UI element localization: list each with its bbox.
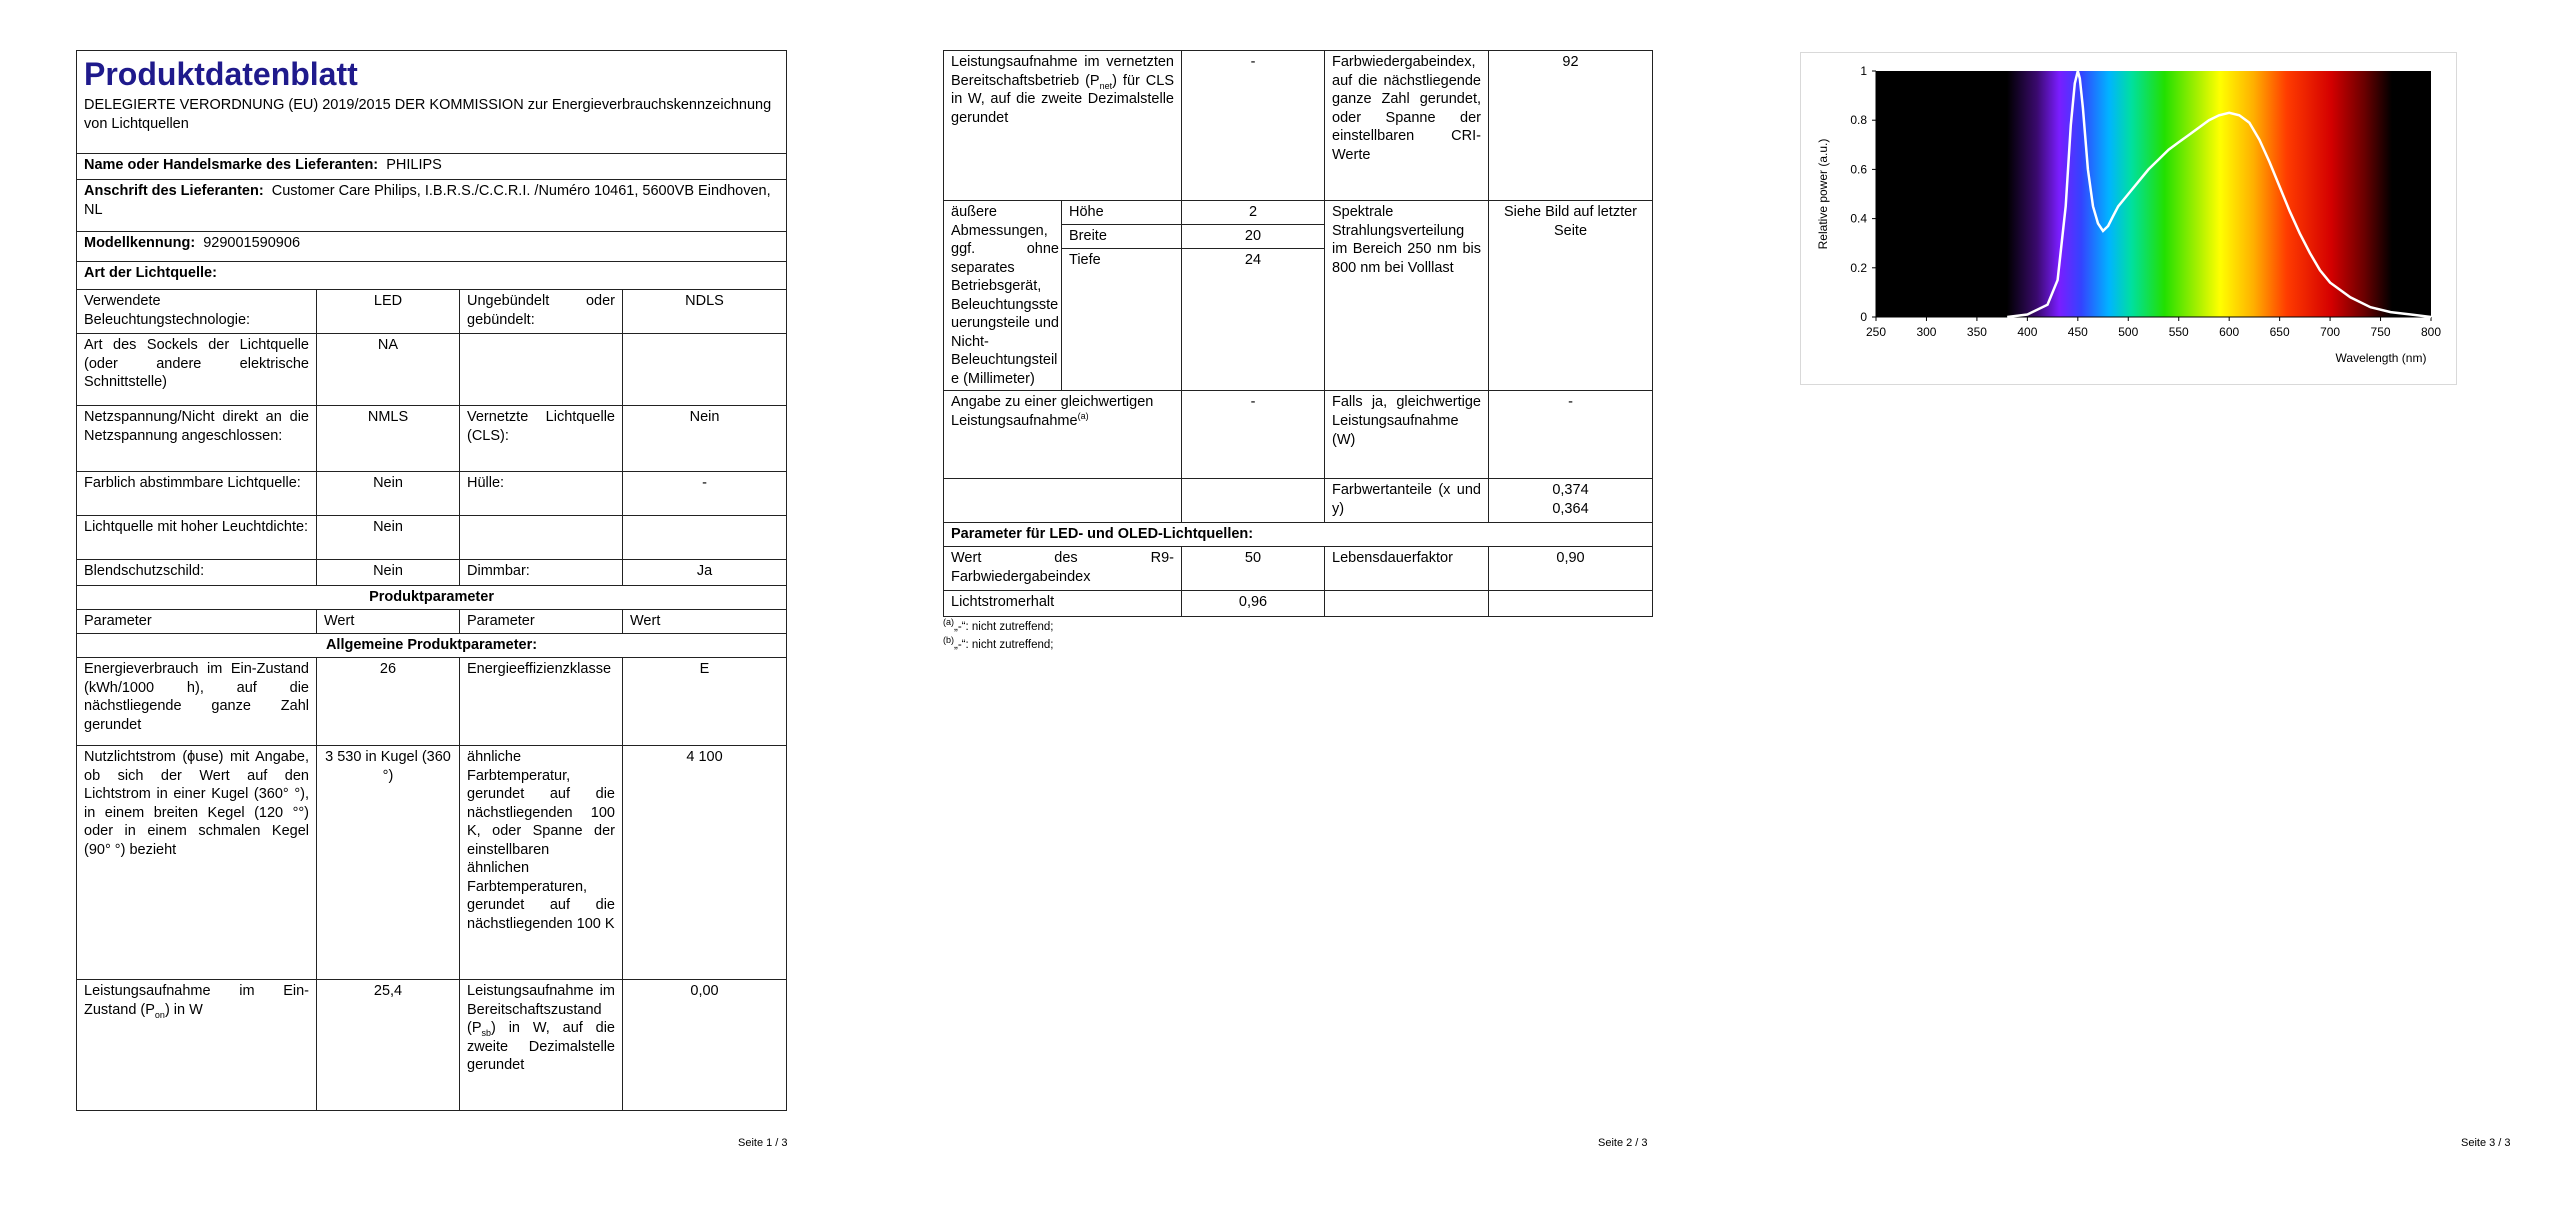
y-tick-label: 0.2 bbox=[1850, 260, 1867, 275]
general-params-header: Allgemeine Produktparameter: bbox=[77, 634, 787, 658]
standby-power-value: 0,00 bbox=[623, 980, 787, 1111]
socket-label: Art des Sockels der Lichtquelle (oder andere elektrische Schnittstelle) bbox=[77, 334, 317, 406]
mains-value: NMLS bbox=[317, 406, 460, 472]
empty-cell bbox=[460, 334, 623, 406]
spectrum-background bbox=[1876, 71, 2431, 317]
on-mode-power-label bbox=[77, 980, 317, 1111]
width-label: Breite bbox=[1062, 225, 1182, 249]
dimensions-label: äußere Abmessungen, ggf. ohne separates Betriebsgerät, Beleuchtungssteuerungsteile und Nicht-Beleuchtungsteile (Millimeter) bbox=[944, 201, 1062, 391]
y-tick-label: 0.6 bbox=[1850, 162, 1867, 177]
directional-value: NDLS bbox=[623, 290, 787, 334]
model-value: 929001590906 bbox=[203, 235, 301, 251]
standby-power-text: Leistungsaufnahme im Bereitschaftszustand (P bbox=[467, 983, 615, 1037]
empty-cell bbox=[1182, 479, 1325, 523]
cri-value: 92 bbox=[1489, 51, 1653, 201]
spectral-distribution-value: Siehe Bild auf letzter Seite bbox=[1489, 201, 1653, 391]
cls-value: Nein bbox=[623, 406, 787, 472]
networked-standby-sub: net bbox=[1099, 80, 1113, 91]
lumen-maintenance-label: Lichtstromerhalt bbox=[944, 591, 1182, 617]
technology-value: LED bbox=[317, 290, 460, 334]
depth-label: Tiefe bbox=[1062, 249, 1182, 391]
supplier-label: Name oder Handelsmarke des Lieferanten: bbox=[84, 157, 379, 173]
page-number: Seite 1 / 3 bbox=[738, 1137, 788, 1149]
light-source-type-header bbox=[77, 262, 787, 290]
on-mode-power-sub: on bbox=[154, 1009, 165, 1020]
product-data-table-page2 bbox=[943, 50, 1653, 617]
footnotes bbox=[943, 618, 1054, 655]
r9-label: Wert des R9-Farbwiedergabeindex bbox=[944, 547, 1182, 591]
x-axis-label: Wavelength (nm) bbox=[2335, 351, 2427, 365]
x-tick-label: 550 bbox=[2168, 325, 2189, 339]
x-tick-label: 750 bbox=[2370, 325, 2391, 339]
glare-shield-value: Nein bbox=[317, 560, 460, 586]
envelope-value: - bbox=[623, 472, 787, 516]
cct-value: 4 100 bbox=[623, 746, 787, 980]
address-value: Customer Care Philips, I.B.R.S./C.C.R.I. /Numéro 10461, 5600VB Eindhoven, NL bbox=[84, 183, 771, 218]
x-tick-label: 350 bbox=[1966, 325, 1987, 339]
x-tick-label: 400 bbox=[2017, 325, 2038, 339]
model-label: Modellkennung: bbox=[84, 235, 196, 251]
networked-standby-label bbox=[944, 51, 1182, 201]
page-2 bbox=[853, 0, 1706, 1207]
footnote-a-text: „-“: nicht zutreffend; bbox=[954, 621, 1054, 633]
empty-cell bbox=[460, 516, 623, 560]
lumen-maintenance-value: 0,96 bbox=[1182, 591, 1325, 617]
chromaticity-value bbox=[1489, 479, 1653, 523]
light-source-type-label: Art der Lichtquelle: bbox=[84, 265, 217, 281]
y-tick-label: 1 bbox=[1860, 64, 1867, 78]
led-params-header-text: Parameter für LED- und OLED-Lichtquellen: bbox=[951, 526, 1254, 543]
spectral-distribution-label: Spektrale Strahlungsverteilung im Bereich 250 nm bis 800 nm bei Volllast bbox=[1325, 201, 1489, 391]
document-title: Produktdatenblatt bbox=[84, 56, 358, 92]
mains-label: Netzspannung/Nicht direkt an die Netzspannung angeschlossen: bbox=[77, 406, 317, 472]
on-mode-power-text: Leistungsaufnahme im Ein-Zustand (P bbox=[84, 983, 309, 1018]
equivalent-watt-label: Falls ja, gleichwertige Leistungsaufnahme (W) bbox=[1325, 391, 1489, 479]
equivalent-watt-value: - bbox=[1489, 391, 1653, 479]
lifetime-factor-value: 0,90 bbox=[1489, 547, 1653, 591]
chromaticity-y: 0,364 bbox=[1552, 501, 1589, 518]
address-label: Anschrift des Lieferanten: bbox=[84, 183, 264, 199]
x-tick-label: 250 bbox=[1865, 325, 1887, 339]
high-luminance-value: Nein bbox=[317, 516, 460, 560]
x-tick-label: 650 bbox=[2269, 325, 2290, 339]
chromaticity-x: 0,374 bbox=[1552, 482, 1589, 499]
footnote-b bbox=[943, 636, 1054, 654]
col-value: Wert bbox=[623, 610, 787, 634]
page-number: Seite 2 / 3 bbox=[1598, 1137, 1648, 1149]
spectrum-chart bbox=[1800, 52, 2457, 385]
r9-value: 50 bbox=[1182, 547, 1325, 591]
model-row bbox=[77, 232, 787, 262]
dimmable-value: Ja bbox=[623, 560, 787, 586]
standby-power-text-end: ) in W, auf die zweite Dezimalstelle gerundet bbox=[467, 1020, 615, 1074]
y-tick-label: 0 bbox=[1860, 310, 1867, 324]
networked-standby-text: Leistungsaufnahme im vernetzten Bereitschaftsbetrieb (P bbox=[951, 54, 1174, 89]
standby-power-sub: sb bbox=[481, 1027, 492, 1038]
product-params-header: Produktparameter bbox=[77, 586, 787, 610]
footnote-a-mark: (a) bbox=[943, 617, 954, 628]
y-tick-label: 0.8 bbox=[1850, 113, 1867, 128]
height-value: 2 bbox=[1182, 201, 1325, 225]
directional-label: Ungebündelt oder gebündelt: bbox=[460, 290, 623, 334]
supplier-name-row bbox=[77, 154, 787, 180]
tunable-value: Nein bbox=[317, 472, 460, 516]
envelope-label: Hülle: bbox=[460, 472, 623, 516]
x-tick-label: 600 bbox=[2219, 325, 2240, 339]
energy-class-value: E bbox=[623, 658, 787, 746]
supplier-address-row bbox=[77, 180, 787, 232]
x-tick-label: 700 bbox=[2320, 325, 2341, 339]
energy-class-label: Energieeffizienzklasse bbox=[460, 658, 623, 746]
socket-value: NA bbox=[317, 334, 460, 406]
page-number: Seite 3 / 3 bbox=[2461, 1137, 2511, 1149]
technology-label: Verwendete Beleuchtungstechnologie: bbox=[77, 290, 317, 334]
standby-power-label bbox=[460, 980, 623, 1111]
footnote-a bbox=[943, 618, 1054, 636]
chromaticity-label: Farbwertanteile (x und y) bbox=[1325, 479, 1489, 523]
energy-consumption-label: Energieverbrauch im Ein-Zustand (kWh/1000 h), auf die nächstliegende ganze Zahl gerundet bbox=[77, 658, 317, 746]
y-axis-label: Relative power (a.u.) bbox=[1816, 138, 1830, 250]
cri-label: Farbwiedergabeindex, auf die nächstliegende ganze Zahl gerundet, oder Spanne der einstellbaren CRI-Werte bbox=[1325, 51, 1489, 201]
networked-standby-value: - bbox=[1182, 51, 1325, 201]
header-cell bbox=[77, 51, 787, 154]
equivalent-power-label bbox=[944, 391, 1182, 479]
spectrum-chart-svg bbox=[1801, 53, 2456, 384]
empty-cell bbox=[623, 516, 787, 560]
x-tick-label: 800 bbox=[2420, 325, 2442, 339]
empty-cell bbox=[1325, 591, 1489, 617]
empty-cell bbox=[944, 479, 1182, 523]
equivalent-power-value: - bbox=[1182, 391, 1325, 479]
col-parameter: Parameter bbox=[77, 610, 317, 634]
useful-flux-value: 3 530 in Kugel (360 °) bbox=[317, 746, 460, 980]
useful-flux-label: Nutzlichtstrom (ϕuse) mit Angabe, ob sich der Wert auf den Lichtstrom in einer Kugel (360° °), in einem breiten Kegel (120 °°) oder in einem schmalen Kegel (90° °) bezieht bbox=[77, 746, 317, 980]
cct-label: ähnliche Farbtemperatur, gerundet auf die nächstliegenden 100 K, oder Spanne der einstellbaren ähnlichen Farbtemperaturen, gerundet auf die nächstliegenden 100 K bbox=[460, 746, 623, 980]
product-data-table-page1 bbox=[76, 50, 787, 1111]
led-params-header bbox=[944, 523, 1653, 547]
cls-label: Vernetzte Lichtquelle (CLS): bbox=[460, 406, 623, 472]
dimmable-label: Dimmbar: bbox=[460, 560, 623, 586]
x-tick-label: 450 bbox=[2067, 325, 2088, 339]
lifetime-factor-label: Lebensdauerfaktor bbox=[1325, 547, 1489, 591]
empty-cell bbox=[623, 334, 787, 406]
networked-standby-text-end: ) für CLS in W, auf die zweite Dezimalstelle gerundet bbox=[951, 72, 1174, 126]
footnote-b-text: „-“: nicht zutreffend; bbox=[954, 639, 1054, 652]
x-tick-label: 500 bbox=[2118, 325, 2139, 339]
col-parameter: Parameter bbox=[460, 610, 623, 634]
equivalent-power-sup: (a) bbox=[1077, 411, 1089, 422]
supplier-value: PHILIPS bbox=[386, 157, 442, 173]
equivalent-power-text: Angabe zu einer gleichwertigen Leistungsaufnahme bbox=[951, 394, 1154, 430]
x-tick-label: 300 bbox=[1916, 325, 1937, 339]
high-luminance-label: Lichtquelle mit hoher Leuchtdichte: bbox=[77, 516, 317, 560]
y-tick-label: 0.4 bbox=[1850, 211, 1867, 226]
tunable-label: Farblich abstimmbare Lichtquelle: bbox=[77, 472, 317, 516]
height-label: Höhe bbox=[1062, 201, 1182, 225]
col-value: Wert bbox=[317, 610, 460, 634]
empty-cell bbox=[1489, 591, 1653, 617]
regulation-text: DELEGIERTE VERORDNUNG (EU) 2019/2015 DER KOMMISSION zur Energieverbrauchskennzeichnung von Lichtquellen bbox=[84, 97, 772, 132]
glare-shield-label: Blendschutzschild: bbox=[77, 560, 317, 586]
footnote-b-mark: (b) bbox=[943, 635, 954, 646]
depth-value: 24 bbox=[1182, 249, 1325, 391]
width-value: 20 bbox=[1182, 225, 1325, 249]
page-1 bbox=[0, 0, 853, 1207]
energy-consumption-value: 26 bbox=[317, 658, 460, 746]
on-mode-power-value: 25,4 bbox=[317, 980, 460, 1111]
on-mode-power-text-end: ) in W bbox=[164, 1001, 203, 1018]
